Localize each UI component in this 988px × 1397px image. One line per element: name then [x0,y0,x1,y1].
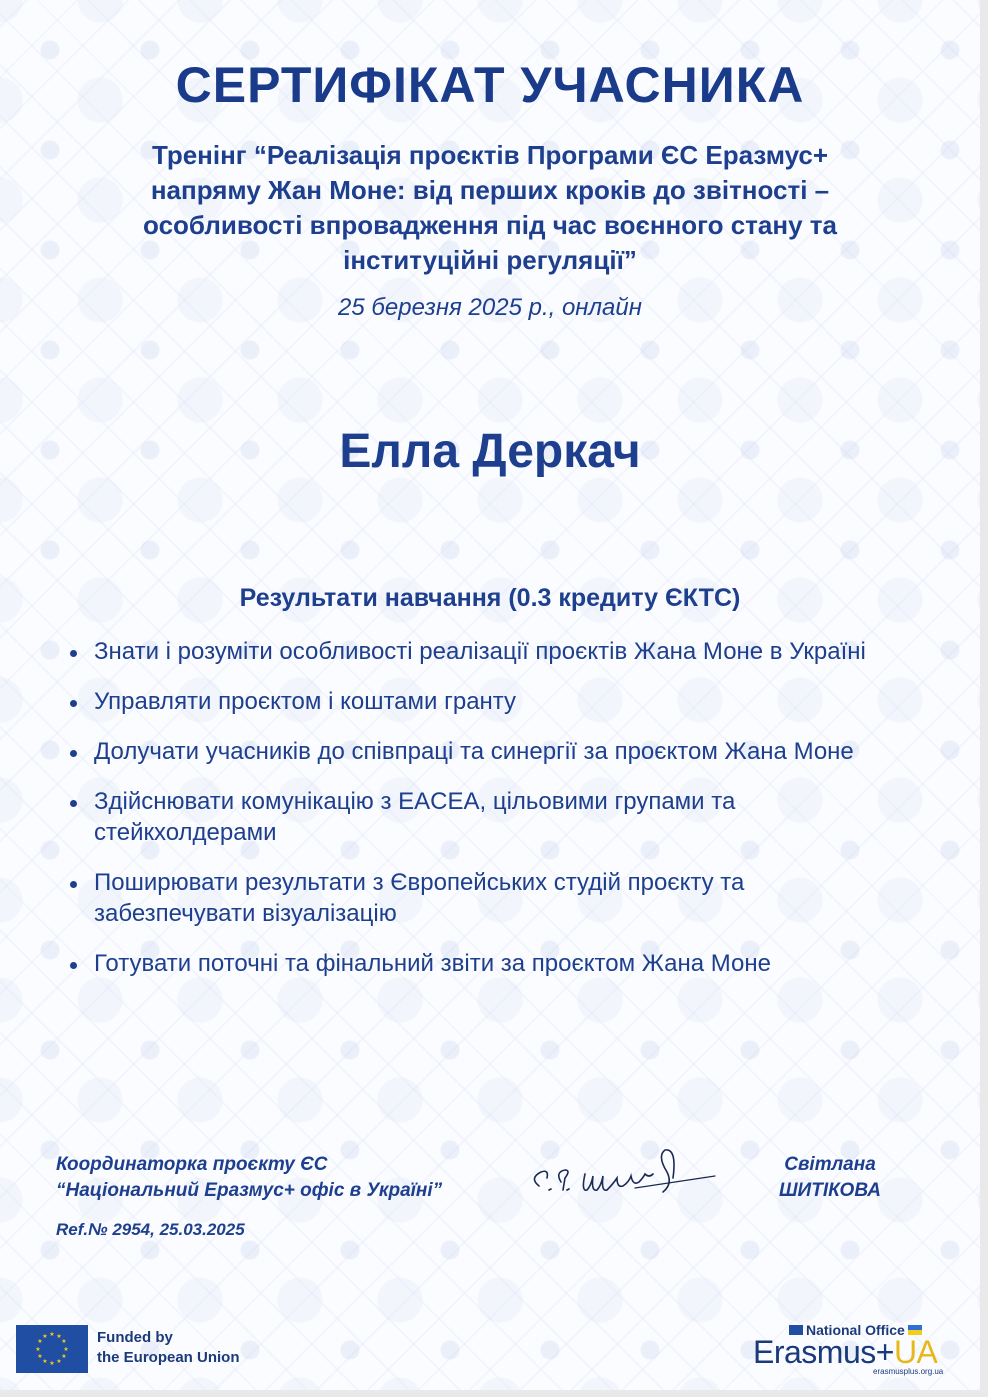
bullet-icon [70,962,77,969]
svg-text:★: ★ [37,1338,43,1345]
list-item [70,686,900,717]
result-text: Долучати учасників до співпраці та синергії за проєктом Жана Моне [94,738,854,765]
erasmus-ua: UA [893,1334,938,1370]
participant-name: Елла Деркач [339,425,641,478]
eu-flag-icon [16,1325,88,1373]
training-subtitle: Тренінг “Реалізація проєктів Програми ЄС Еразмус+ напряму Жан Моне: від перших кроків до звітності – особливості впровадження під час воєнного стану та інституційні регуляції” [143,140,837,275]
result-text: Знати і розуміти особливості реалізації проєктів Жана Моне в Україні [94,638,866,665]
svg-text:★: ★ [61,1353,67,1360]
svg-text:★: ★ [56,1358,62,1365]
erasmus-wordmark [753,1334,937,1371]
list-item [70,948,900,979]
list-item [70,786,900,848]
bullet-icon [70,750,77,757]
coordinator-block [56,1152,526,1204]
bullet-icon [70,800,77,807]
svg-text:★: ★ [42,1358,48,1365]
erasmus-url: erasmusplus.org.ua [873,1367,944,1376]
svg-text:★: ★ [42,1333,48,1340]
bullet-icon [70,650,77,657]
erasmus-logo [753,1322,973,1378]
coordinator-office: “Національний Еразмус+ офіс в Україні” [56,1180,443,1201]
training-date: 25 березня 2025 р., онлайн [338,294,642,321]
eu-funded-line1: Funded by [97,1329,173,1346]
coordinator-role: Координаторка проєкту ЄС [56,1154,328,1175]
result-text: Готувати поточні та фінальний звіти за проєктом Жана Моне [94,950,771,977]
list-item [70,867,900,929]
svg-text:★: ★ [35,1346,41,1353]
result-text: Здійснювати комунікацію з EACEA, цільовими групами та стейкхолдерами [94,788,736,846]
svg-text:★: ★ [61,1338,67,1345]
reference-number: Ref.№ 2954, 25.03.2025 [56,1220,245,1239]
signer-first-name: Світлана [784,1154,876,1175]
list-item [70,636,900,667]
svg-text:★: ★ [56,1333,62,1340]
national-office-text: National Office [806,1322,905,1338]
results-list [70,636,900,998]
signer-block [740,1152,920,1204]
signature-image [525,1138,720,1214]
results-title: Результати навчання (0.3 кредиту ЄКТС) [239,584,741,612]
bullet-icon [70,700,77,707]
erasmus-word: Erasmus+ [753,1334,894,1370]
bullet-icon [70,881,77,888]
signer-last-name: ШИТІКОВА [778,1180,882,1201]
eu-funded-line2: the European Union [97,1349,240,1366]
svg-text:★: ★ [49,1331,55,1338]
result-text: Поширювати результати з Європейських студій проєкту та забезпечувати візуалізацію [94,869,745,927]
result-text: Управляти проєктом і коштами гранту [94,688,517,715]
svg-text:★: ★ [37,1353,43,1360]
list-item [70,736,900,767]
eu-funded-text [97,1328,240,1368]
certificate-title: СЕРТИФІКАТ УЧАСНИКА [175,57,805,113]
svg-text:★: ★ [63,1346,69,1353]
svg-text:★: ★ [49,1360,55,1367]
